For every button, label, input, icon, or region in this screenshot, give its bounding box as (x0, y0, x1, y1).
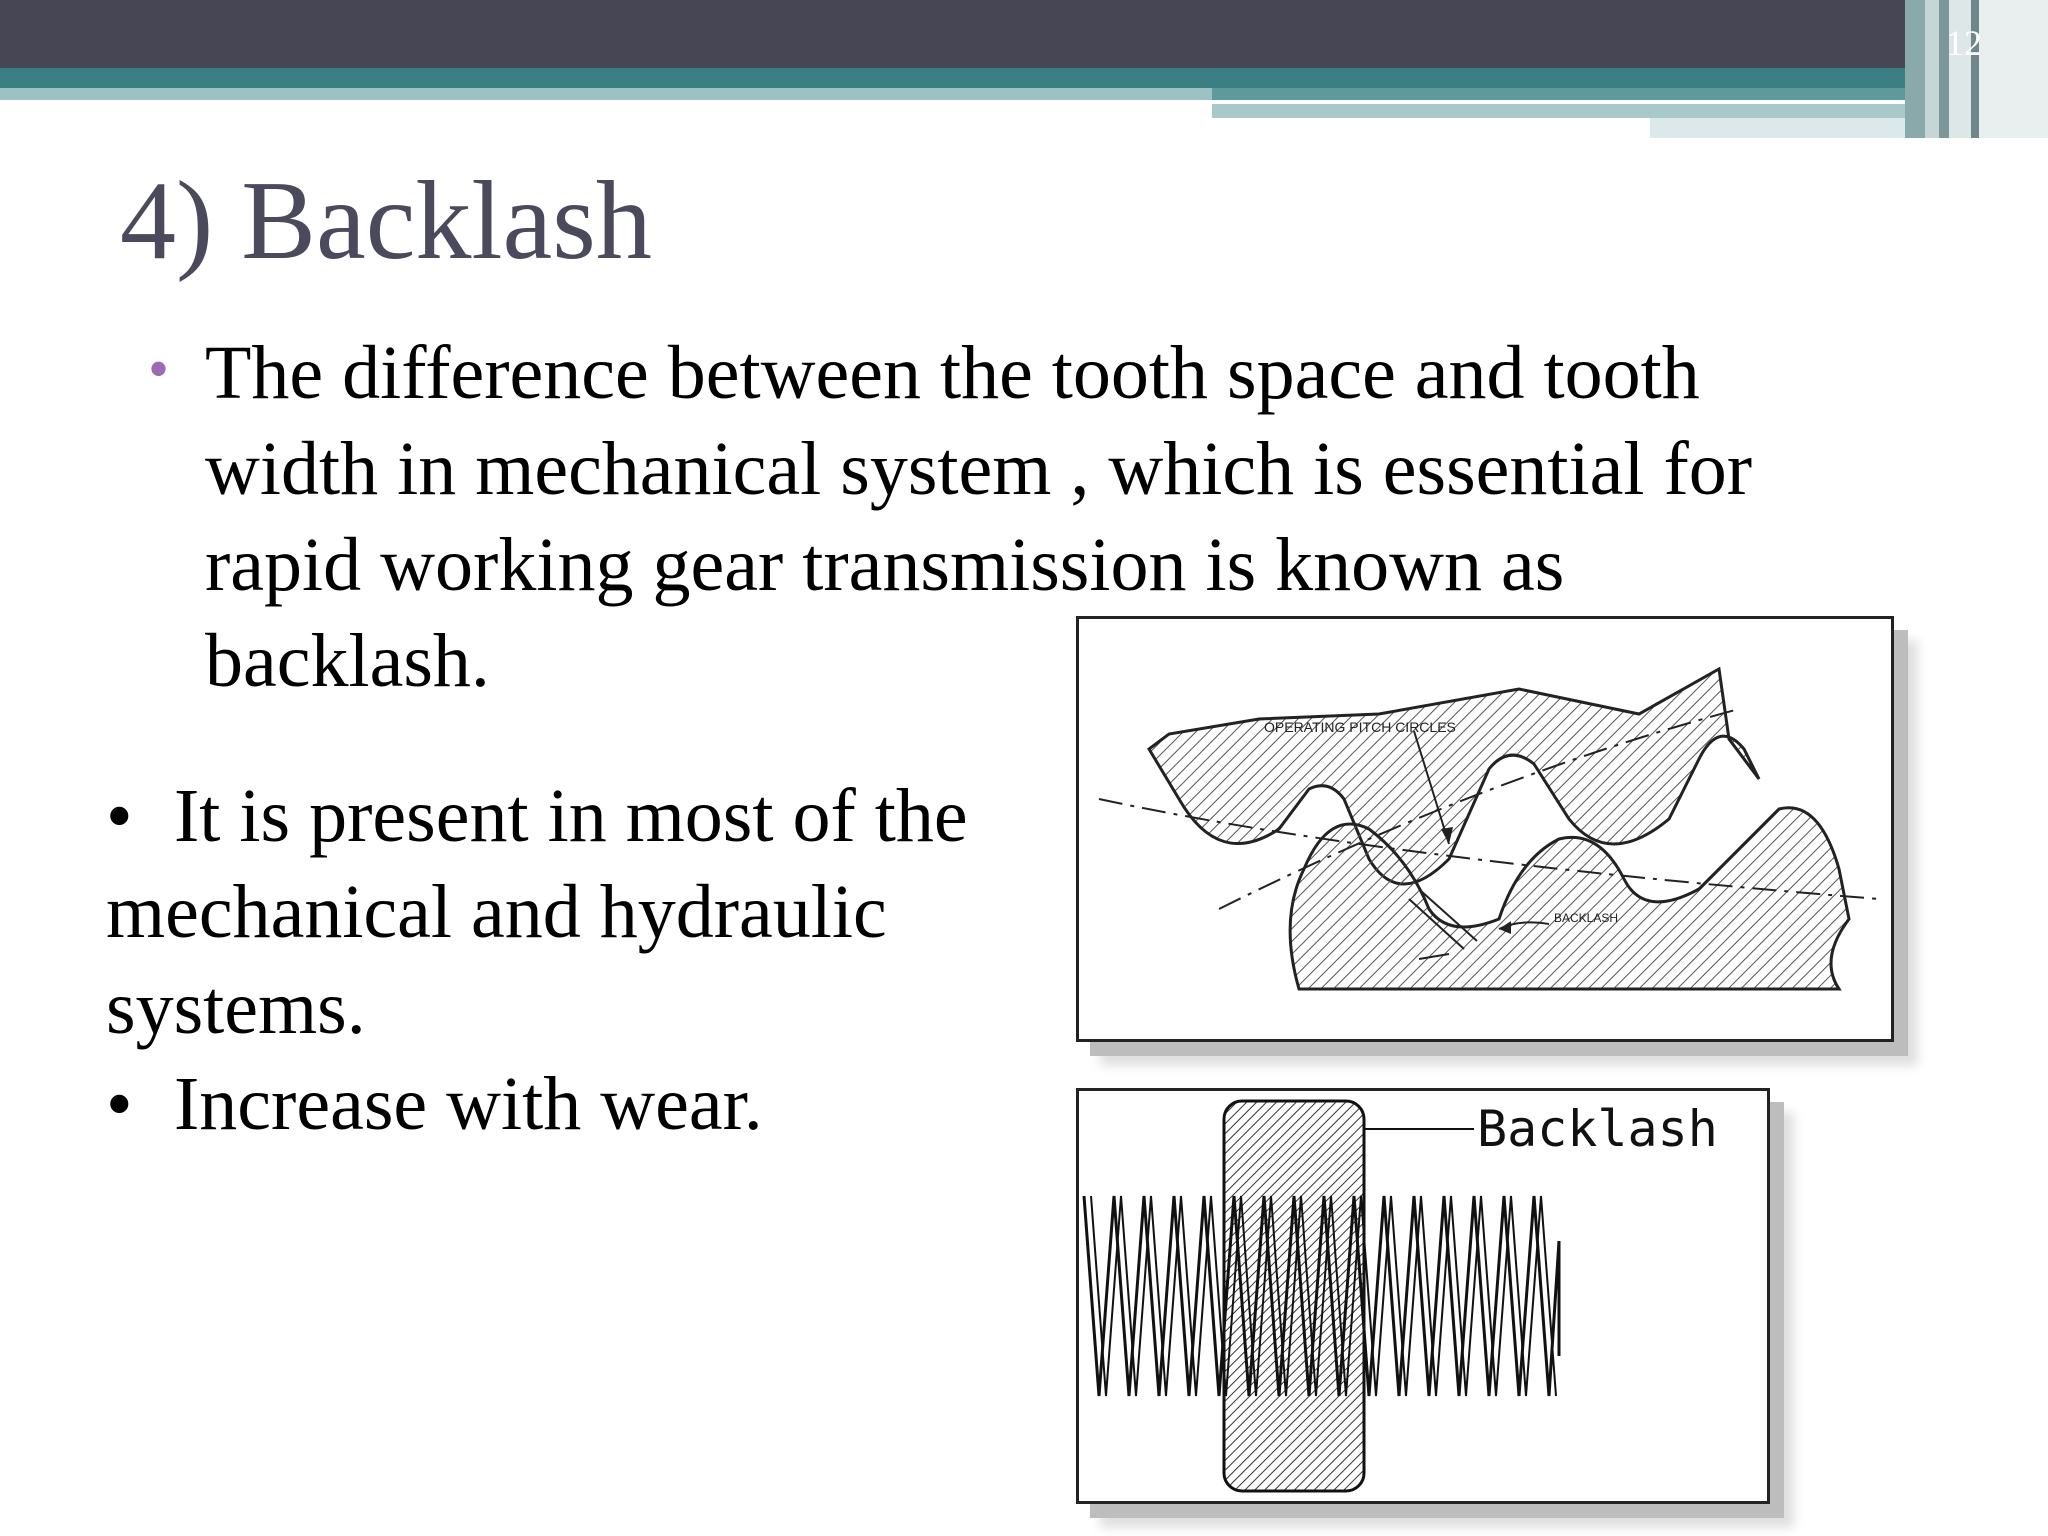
header-stripe (1939, 0, 1949, 138)
header-band-right (1212, 88, 1905, 100)
bullet-marker: • (106, 1062, 133, 1146)
header-band-right-tail (1650, 118, 1905, 138)
slide-number: 12 (1946, 23, 1982, 63)
header-accent-band (0, 68, 1905, 88)
bullet-text-continued: systems. (106, 966, 366, 1050)
bullet-item (106, 768, 1056, 864)
lower-gear (1290, 808, 1849, 989)
bullet-marker: • (106, 774, 133, 858)
header-band-right-lower (1212, 104, 1905, 118)
bullet-text-continued: mechanical and hydraulic (106, 870, 887, 954)
bullet-text: Increase with wear. (174, 1062, 763, 1146)
header-bar (0, 0, 2048, 70)
pitch-circles-label: OPERATING PITCH CIRCLES (1264, 719, 1456, 735)
bullet-item (106, 1056, 1056, 1152)
header-stripe (1949, 0, 1971, 138)
bullet-marker: • (148, 336, 170, 402)
upper-gear (1149, 669, 1759, 884)
gear-backlash-figure (1076, 616, 1894, 1042)
header-light-band (0, 88, 1212, 100)
slide-title: 4) Backlash (120, 159, 652, 283)
header-stripe (1925, 0, 1939, 138)
backlash-label: Backlash (1477, 1100, 1718, 1158)
header-stripe (1971, 0, 1979, 138)
header-stripe (1905, 0, 1925, 138)
header-stripe (1979, 0, 2048, 138)
backlash-label-small: BACKLASH (1554, 911, 1619, 925)
definition-text: The difference between the tooth space and tooth width in mechanical system , which is essential for rapid working gear transmission is known as backlash. (205, 331, 1753, 703)
bullet-text: It is present in most of the (174, 774, 968, 858)
screw-diagram (1079, 1091, 1767, 1501)
gear-diagram (1079, 619, 1891, 1039)
screw-backlash-figure (1076, 1088, 1770, 1504)
secondary-bullets (106, 768, 1056, 1152)
